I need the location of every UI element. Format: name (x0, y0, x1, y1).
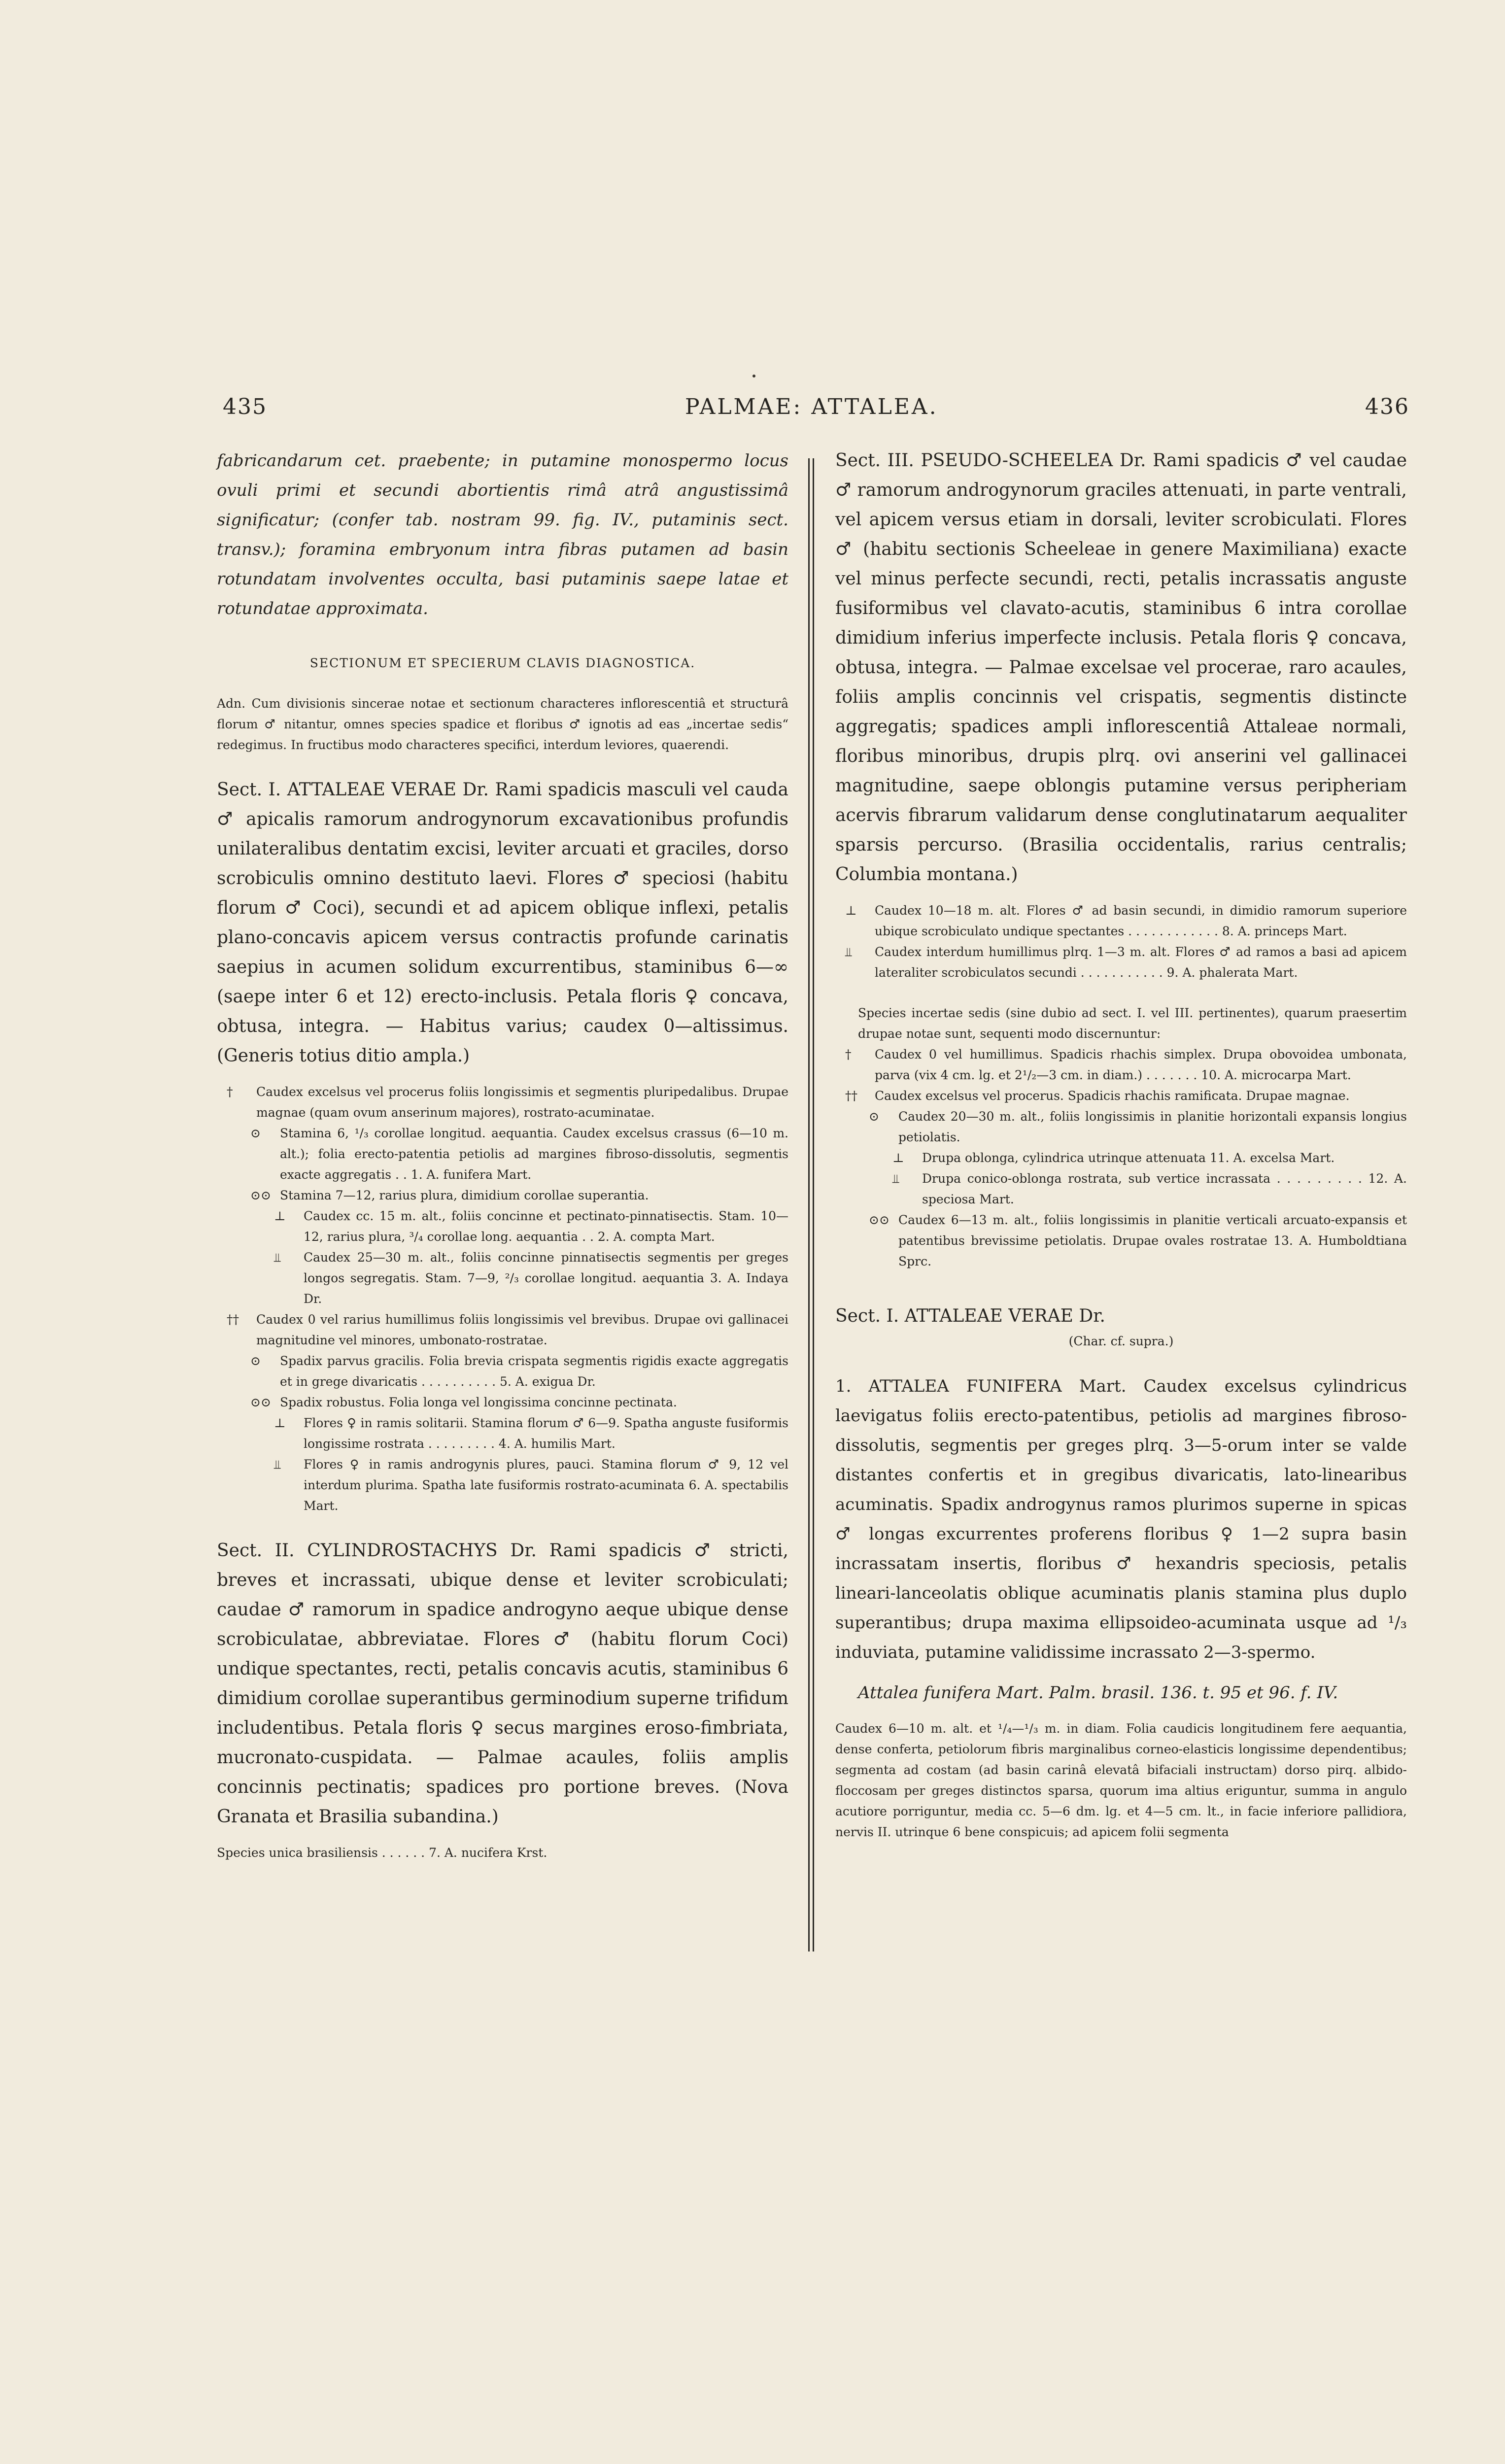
key-entry (835, 1168, 1407, 1210)
key-text: Flores ♀ in ramis androgynis plures, pauci. Stamina florum ♂ 9, 12 vel interdum plurima. Spatha late fusiformis rostrato-acuminata 6. A. spectabilis Mart. (304, 1457, 788, 1513)
column-divider (808, 458, 814, 1951)
key-marker: ⫫ (845, 945, 853, 959)
key-entry (217, 1082, 788, 1123)
running-title: PALMAE: ATTALEA. (685, 394, 938, 419)
key-marker: ⊥ (892, 1151, 904, 1165)
key-marker: ⊙ (250, 1126, 261, 1140)
key-marker: ⫫ (274, 1250, 281, 1265)
key-marker: † (227, 1085, 233, 1099)
key-entry (217, 1206, 788, 1247)
key-entry (835, 1086, 1407, 1106)
sect3-description: Sect. III. PSEUDO-SCHEELEA Dr. Rami spadicis ♂ vel caudae ♂ ramorum androgynorum graciles attenuati, in parte ventrali, vel apicem versus etiam in dorsali, leviter scrobiculati. Flores ♂ (habitu sectionis Scheeleae in genere Maximiliana) exacte vel minus perfecte secundi, recti, petalis incrassatis anguste fusiformibus vel clavato-acutis, staminibus 6 intra corollae dimidium inferius imperfecte inclusis. Petala floris ♀ concava, obtusa, integra. — Palmae excelsae vel procerae, raro acaules, foliis amplis concinnis vel crispatis, segmentis distincte aggregatis; spadices ampli inflorescentiâ Attaleae normali, floribus minoribus, drupis plrq. ovi anserini vel gallinacei magnitudine, saepe oblongis putamine versus peripheriam acervis fibrarum validarum dense conglutinatarum aequaliter sparsis percurso. (Brasilia occidentalis, rarius centralis; Columbia montana.) (835, 450, 1407, 885)
key-text: Caudex 0 vel rarius humillimus foliis longissimis vel brevibus. Drupae ovi gallinacei magnitudine vel minores, umbonato-rostratae. (256, 1312, 788, 1347)
right-column (835, 446, 1407, 1843)
adn-note: Adn. Cum divisionis sincerae notae et sectionum characteres inflorescentiâ et structurâ florum ♂ nitantur, omnes species spadice et floribus ♂ ignotis ad eas „incertae sedis“ redegimus. In fructibus modo characteres specifici, interdum leviores, quaerendi. (217, 696, 788, 752)
key-marker: ⊥ (274, 1416, 286, 1430)
key-marker: †† (845, 1089, 857, 1103)
key-marker: ⊙⊙ (869, 1213, 889, 1227)
key-marker: ⊥ (845, 903, 857, 918)
key-text: Caudex 6—13 m. alt., foliis longissimis in planitie verticali arcuato-expansis et patentibus brevissime petiolatis. Drupae ovales rostratae 13. A. Humboldtiana Sprc. (898, 1213, 1407, 1268)
key-marker: †† (227, 1312, 239, 1327)
key-text: Caudex excelsus vel procerus. Spadicis rhachis ramificata. Drupae magnae. (875, 1089, 1350, 1103)
key-entry (835, 1210, 1407, 1272)
left-column (217, 446, 788, 1863)
key-text: Stamina 6, ¹/₃ corollae longitud. aequantia. Caudex excelsus crassus (6—10 m. alt.); folia erecto-patentia petiolis ad margines fibroso-dissolutis, segmentis exacte aggregatis . . 1. A. funifera Mart. (280, 1126, 788, 1182)
intro-paragraph: fabricandarum cet. praebente; in putamine monospermo locus ovuli primi et secundi abortientis rimâ atrâ angustissimâ significatur; (confer tab. nostram 99. fig. IV., putaminis sect. transv.); foramina embryonum intra fibras putamen ad basin rotundatam involventes occulta, basi putaminis saepe latae et rotundatae approximata. (217, 451, 788, 618)
key-incertae (835, 1044, 1407, 1272)
key-entry (217, 1351, 788, 1392)
sect1-description: Sect. I. ATTALEAE VERAE Dr. Rami spadicis masculi vel cauda ♂ apicalis ramorum androgynorum excavationibus profundis unilateralibus dentatim excisi, leviter arcuati et graciles, dorso scrobiculis omnino destituto laevi. Flores ♂ speciosi (habitu florum ♂ Coci), secundi et ad apicem oblique inflexi, petalis plano-concavis apicem versus contractis profunde carinatis saepius in acumen solidum excurrentibus, staminibus 6—∞ (saepe inter 6 et 12) erecto-inclusis. Petala floris ♀ concava, obtusa, integra. — Habitus varius; caudex 0—altissimus. (Generis totius ditio ampla.) (217, 780, 788, 1066)
print-dot (752, 375, 755, 377)
key-text: Spadix parvus gracilis. Folia brevia crispata segmentis rigidis exacte aggregatis et in grege divaricatis . . . . . . . . . . 5. A. exigua Dr. (280, 1354, 788, 1389)
key-text: Spadix robustus. Folia longa vel longissima concinne pectinata. (280, 1395, 677, 1409)
key-text: Stamina 7—12, rarius plura, dimidium corollae superantia. (280, 1188, 649, 1202)
sect1-heading-right: Sect. I. ATTALEAE VERAE Dr. (835, 1306, 1105, 1326)
key-text: Caudex 25—30 m. alt., foliis concinne pinnatisectis segmentis per greges longos segregatis. Stam. 7—9, ²/₃ corollae longitud. aequantia 3. A. Indaya Dr. (304, 1250, 788, 1306)
page-number-right: 436 (1365, 394, 1409, 419)
key-marker: ⊙⊙ (250, 1395, 271, 1409)
key-text: Caudex 10—18 m. alt. Flores ♂ ad basin secundi, in dimidio ramorum superiore ubique scrobiculato undique spectantes . . . . . . . . . . . . 8. A. princeps Mart. (875, 903, 1407, 938)
sect2-description: Sect. II. CYLINDROSTACHYS Dr. Rami spadicis ♂ stricti, breves et incrassati, ubique dense et leviter scrobiculati; caudae ♂ ramorum in spadice androgyno aeque ubique dense scrobiculatae, abbreviatae. Flores ♂ (habitu florum Coci) undique spectantes, recti, petalis concavis acutis, staminibus 6 dimidium corollae superantibus germinodium superne trifidum includentibus. Petala floris ♀ secus margines eroso-fimbriata, mucronato-cuspidata. — Palmae acaules, foliis amplis concinnis pectinatis; spadices pro portione breves. (Nova Granata et Brasilia subandina.) (217, 1540, 788, 1827)
key-text: Drupa oblonga, cylindrica utrinque attenuata 11. A. excelsa Mart. (922, 1151, 1335, 1165)
key-marker: ⊙⊙ (250, 1188, 271, 1202)
key-text: Caudex 20—30 m. alt., foliis longissimis in planitie horizontali expansis longius petiolatis. (898, 1109, 1407, 1144)
key-marker: ⊙ (250, 1354, 261, 1368)
key-marker: ⫫ (274, 1457, 281, 1472)
key-entry (217, 1247, 788, 1309)
key-entry (835, 1148, 1407, 1168)
key-marker: ⫫ (892, 1171, 900, 1186)
key-marker: † (845, 1047, 852, 1061)
key-text: Caudex cc. 15 m. alt., foliis concinne et pectinato-pinnatisectis. Stam. 10—12, rarius plura, ³/₄ corollae long. aequantia . . 2. A. compta Mart. (304, 1209, 788, 1244)
key-text: Caudex excelsus vel procerus foliis longissimis et segmentis pluripedalibus. Drupae magnae (quam ovum anserinum majores), rostrato-acuminatae. (256, 1085, 788, 1120)
key-entry (835, 942, 1407, 983)
key-entry (835, 1106, 1407, 1148)
species-unica: Species unica brasiliensis . . . . . . 7. A. nucifera Krst. (217, 1846, 547, 1860)
incertae-sedis-note: Species incertae sedis (sine dubio ad sect. I. vel III. pertinentes), quarum praesertim drupae notae sunt, sequenti modo discernuntur: (858, 1006, 1407, 1041)
key-sect1 (217, 1082, 788, 1516)
key-entry (217, 1185, 788, 1206)
key-sect3 (835, 900, 1407, 983)
key-marker: ⊙ (869, 1109, 879, 1124)
key-text: Drupa conico-oblonga rostrata, sub vertice incrassata . . . . . . . . . 12. A. speciosa Mart. (922, 1171, 1407, 1206)
species-1-description: Caudex 6—10 m. alt. et ¹/₄—¹/₃ m. in diam. Folia caudicis longitudinem fere aequantia, dense conferta, petiolorum fibris marginalibus corneo-elasticis longissime dependentibus; segmenta ad costam (ad basin carinâ elevatâ bifaciali instructam) dorso pirq. albido-floccosam per greges distinctos sparsa, quorum ima altius eriguntur, summa in angulo acutiore porriguntur, media cc. 5—6 dm. lg. et 4—5 cm. lt., in facie inferiore pallidiora, nervis II. utrinque 6 bene conspicuis; ad apicem folii segmenta (835, 1721, 1407, 1839)
key-text: Flores ♀ in ramis solitarii. Stamina florum ♂ 6—9. Spatha anguste fusiformis longissime rostrata . . . . . . . . . 4. A. humilis Mart. (304, 1416, 788, 1451)
key-entry (217, 1392, 788, 1413)
page-number-left: 435 (223, 394, 267, 419)
char-cf-supra: (Char. cf. supra.) (1068, 1334, 1174, 1348)
key-text: Caudex interdum humillimus plrq. 1—3 m. alt. Flores ♂ ad ramos a basi ad apicem lateraliter scrobiculatos secundi . . . . . . . . . . . 9. A. phalerata Mart. (875, 945, 1407, 980)
key-text: Caudex 0 vel humillimus. Spadicis rhachis simplex. Drupa obovoidea umbonata, parva (vix 4 cm. lg. et 2¹/₂—3 cm. in diam.) . . . . . . . 10. A. microcarpa Mart. (875, 1047, 1407, 1082)
species-1-diagnosis: 1. ATTALEA FUNIFERA Mart. Caudex excelsus cylindricus laevigatus foliis erecto-patentibus, petiolis ad margines fibroso-dissolutis, segmentis per greges plrq. 3—5-orum inter se valde distantes confertis et in gregibus divaricatis, lato-linearibus acuminatis. Spadix androgynus ramos plurimos superne in spicas ♂ longas excurrentes proferens floribus ♀ 1—2 supra basin incrassatam insertis, floribus ♂ hexandris speciosis, petalis lineari-lanceolatis oblique acuminatis planis stamina plus duplo superantibus; drupa maxima ellipsoideo-acuminata usque ad ¹/₃ induviata, putamine validissime incrassato 2—3-spermo. (835, 1376, 1407, 1662)
clavis-heading: SECTIONUM ET SPECIERUM CLAVIS DIAGNOSTICA. (309, 656, 696, 670)
key-entry (217, 1454, 788, 1516)
key-entry (217, 1123, 788, 1185)
key-entry (835, 900, 1407, 942)
species-1-reference: Attalea funifera Mart. Palm. brasil. 136. t. 95 et 96. f. IV. (858, 1683, 1338, 1703)
key-entry (217, 1413, 788, 1454)
key-entry (217, 1309, 788, 1351)
key-marker: ⊥ (274, 1209, 286, 1223)
key-entry (835, 1044, 1407, 1086)
